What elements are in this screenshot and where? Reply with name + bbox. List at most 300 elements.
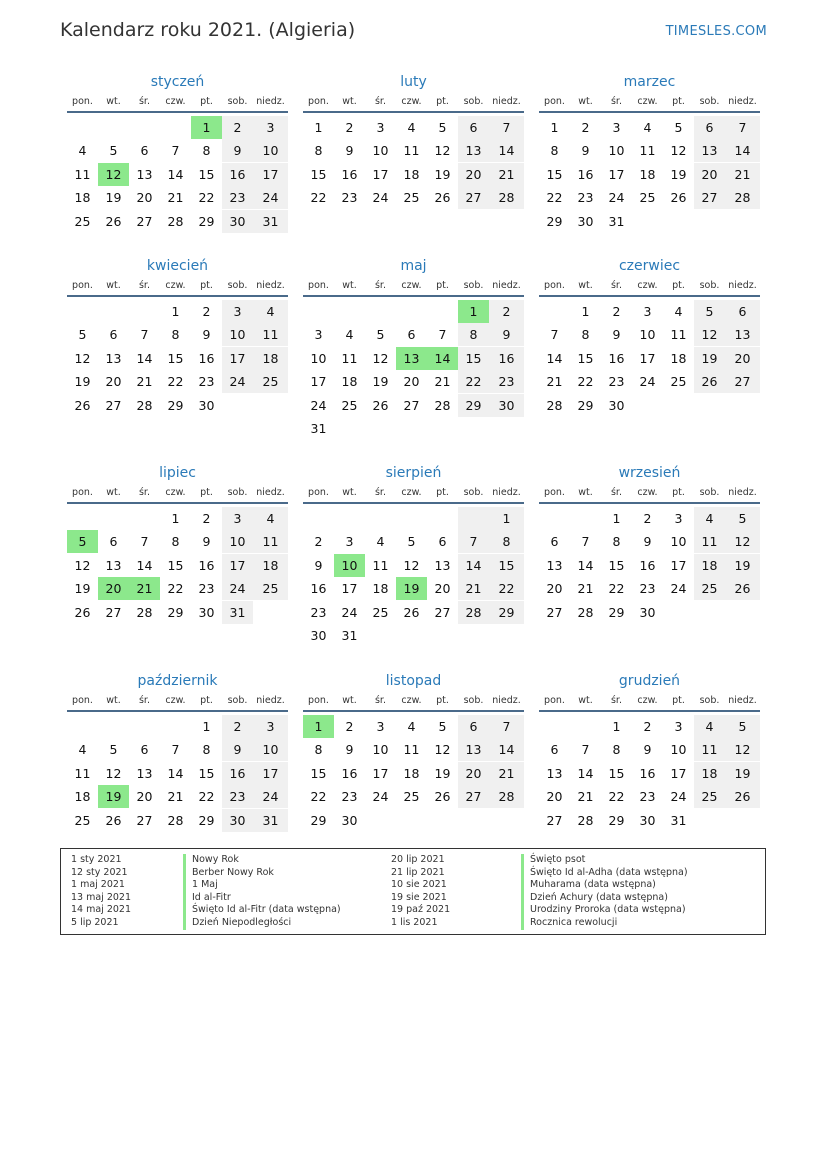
weekday-label: pt. [200,280,213,291]
day-cell: 30 [341,812,358,828]
holiday-day-cell: 1 [191,116,222,139]
month-block [303,670,524,832]
month-block [303,71,524,209]
day-cell: 7 [140,327,149,343]
day-cell: 4 [78,143,87,159]
day-cell: 27 [458,186,489,209]
day-cell: 7 [171,742,180,758]
weekday-label: sob. [227,96,248,107]
day-cell: 13 [725,323,760,346]
day-cell: 18 [253,554,288,577]
legend-holiday-name: Berber Nowy Rok [183,867,341,880]
legend-holiday-name: Święto psot [521,854,688,867]
month-block [539,670,760,832]
day-cell: 2 [202,511,211,526]
empty-day-cell [694,210,725,233]
day-cell: 5 [725,507,760,530]
day-cell: 1 [314,120,323,135]
day-cell: 9 [345,143,354,159]
day-cell: 1 [202,719,211,734]
day-cell: 19 [74,581,91,597]
day-cell: 21 [167,190,184,206]
day-cell: 9 [202,327,211,343]
day-cell: 9 [345,742,354,758]
weekday-label: niedz. [256,96,285,107]
day-cell: 10 [222,530,253,553]
week-row [539,507,760,530]
legend-date: 1 maj 2021 [71,879,125,891]
day-cell: 1 [581,304,590,319]
day-cell: 10 [222,323,253,346]
day-cell: 17 [222,347,253,370]
day-cell: 17 [670,557,687,573]
day-cell: 13 [105,350,122,366]
day-cell: 16 [639,765,656,781]
weekday-label: pt. [672,695,685,706]
day-cell: 13 [105,557,122,573]
day-cell: 8 [202,742,211,758]
week-row [67,577,288,600]
week-row [539,577,760,600]
empty-day-cell [725,601,760,624]
day-cell: 10 [670,534,687,550]
day-cell: 1 [612,511,621,526]
month-name: maj [400,258,427,274]
empty-day-cell [129,116,160,139]
month-name: grudzień [618,673,681,689]
empty-day-cell [489,417,524,440]
day-cell: 27 [105,397,122,413]
legend-date: 1 lis 2021 [391,916,438,928]
weekday-label: sob. [463,487,484,498]
day-cell: 15 [167,350,184,366]
empty-day-cell [67,507,98,530]
weekday-label: śr. [138,695,150,706]
day-cell: 29 [608,812,625,828]
day-cell: 9 [643,534,652,550]
empty-day-cell [98,715,129,738]
day-cell: 20 [136,190,153,206]
legend-dates-col-2 [391,854,450,930]
empty-day-cell [98,300,129,323]
day-cell: 12 [725,530,760,553]
day-cell: 4 [345,327,354,343]
weekday-label: niedz. [256,280,285,291]
day-cell: 27 [434,604,451,620]
weekday-label: pon. [72,96,93,107]
day-cell: 13 [546,557,563,573]
day-cell: 19 [74,374,91,390]
day-cell: 28 [489,785,524,808]
day-cell: 16 [489,347,524,370]
day-cell: 28 [167,213,184,229]
weekday-header [539,692,760,712]
month-block [303,462,524,647]
day-cell: 2 [643,511,652,526]
week-row [303,116,524,139]
day-cell: 5 [438,719,447,734]
weekday-label: sob. [699,487,720,498]
day-cell: 12 [694,323,725,346]
weekday-label: pon. [544,487,565,498]
week-row [67,139,288,162]
day-cell: 10 [253,738,288,761]
week-row [67,186,288,209]
month-name: październik [137,673,218,689]
day-cell: 19 [670,166,687,182]
week-row [303,186,524,209]
day-cell: 1 [550,120,559,135]
day-cell: 23 [310,604,327,620]
weekday-header [67,93,288,113]
day-cell: 22 [310,789,327,805]
day-cell: 5 [694,300,725,323]
day-cell: 23 [489,370,524,393]
empty-day-cell [396,624,427,647]
empty-day-cell [67,116,98,139]
week-row [539,785,760,808]
day-cell: 9 [489,323,524,346]
day-cell: 12 [74,350,91,366]
day-cell: 28 [725,186,760,209]
day-cell: 8 [202,143,211,159]
day-cell: 11 [694,738,725,761]
day-cell: 25 [403,789,420,805]
day-cell: 31 [253,210,288,233]
day-cell: 12 [74,557,91,573]
day-cell: 10 [253,139,288,162]
day-cell: 13 [136,166,153,182]
day-cell: 18 [341,374,358,390]
day-cell: 22 [577,374,594,390]
weekday-label: czw. [401,96,422,107]
empty-day-cell [427,417,458,440]
empty-day-cell [663,210,694,233]
day-cell: 3 [314,327,323,343]
weekday-label: pt. [672,487,685,498]
day-cell: 21 [577,789,594,805]
weekday-label: pon. [308,695,329,706]
day-cell: 3 [222,507,253,530]
day-cell: 14 [489,738,524,761]
day-cell: 2 [222,715,253,738]
day-cell: 29 [489,601,524,624]
day-cell: 16 [639,557,656,573]
weekday-label: pt. [436,96,449,107]
day-cell: 31 [253,809,288,832]
week-row [67,738,288,761]
site-link[interactable]: TIMESLES.COM [665,24,767,39]
day-cell: 16 [577,166,594,182]
day-cell: 17 [310,374,327,390]
day-cell: 25 [372,604,389,620]
empty-day-cell [570,507,601,530]
day-cell: 8 [612,534,621,550]
day-cell: 20 [136,789,153,805]
day-cell: 27 [725,370,760,393]
day-cell: 23 [577,190,594,206]
weekday-label: niedz. [728,695,757,706]
empty-day-cell [365,507,396,530]
day-cell: 29 [167,397,184,413]
day-cell: 28 [167,812,184,828]
empty-day-cell [396,809,427,832]
day-cell: 3 [376,719,385,734]
empty-day-cell [539,715,570,738]
day-cell: 9 [222,738,253,761]
day-cell: 26 [372,397,389,413]
day-cell: 29 [167,604,184,620]
week-row [67,507,288,530]
day-cell: 25 [253,577,288,600]
day-cell: 22 [608,789,625,805]
empty-day-cell [98,507,129,530]
empty-day-cell [253,601,288,624]
legend-date: 19 paź 2021 [391,904,451,916]
day-cell: 23 [341,190,358,206]
day-cell: 9 [314,557,323,573]
day-cell: 6 [458,116,489,139]
day-cell: 25 [253,370,288,393]
day-cell: 27 [694,186,725,209]
day-cell: 29 [458,394,489,417]
weekday-label: sob. [227,280,248,291]
day-cell: 11 [670,327,687,343]
day-cell: 14 [489,139,524,162]
day-cell: 13 [458,139,489,162]
weekday-label: pt. [436,280,449,291]
legend-date: 5 lip 2021 [71,916,119,928]
weekday-label: niedz. [492,280,521,291]
day-cell: 18 [694,554,725,577]
day-cell: 17 [670,765,687,781]
weekday-label: pt. [436,695,449,706]
day-cell: 10 [639,327,656,343]
week-row [303,554,524,577]
day-cell: 14 [577,765,594,781]
day-cell: 6 [140,742,149,758]
day-cell: 12 [434,742,451,758]
week-row [539,323,760,346]
day-cell: 26 [725,577,760,600]
empty-day-cell [334,417,365,440]
day-cell: 20 [725,347,760,370]
month-name: styczeń [150,74,205,90]
weekday-label: czw. [401,695,422,706]
empty-day-cell [396,417,427,440]
day-cell: 20 [546,581,563,597]
weekday-label: pon. [72,280,93,291]
day-cell: 1 [612,719,621,734]
day-cell: 28 [136,397,153,413]
day-cell: 24 [253,785,288,808]
day-cell: 28 [577,604,594,620]
day-cell: 3 [643,304,652,319]
day-cell: 11 [74,765,91,781]
day-cell: 8 [550,143,559,159]
day-cell: 19 [694,347,725,370]
holiday-day-cell: 1 [458,300,489,323]
day-cell: 18 [74,789,91,805]
weekday-label: wt. [342,280,357,291]
day-cell: 26 [434,190,451,206]
empty-day-cell [725,210,760,233]
weekday-label: sob. [463,96,484,107]
weekday-label: śr. [138,96,150,107]
day-cell: 30 [310,627,327,643]
day-cell: 22 [458,370,489,393]
legend-holiday-name: Święto Id al-Adha (data wstępna) [521,867,688,880]
day-cell: 4 [78,742,87,758]
day-cell: 5 [109,143,118,159]
day-cell: 27 [136,812,153,828]
weekday-header [303,93,524,113]
day-cell: 19 [725,554,760,577]
empty-day-cell [632,394,663,417]
weekday-label: sob. [227,487,248,498]
day-cell: 15 [167,557,184,573]
empty-day-cell [129,715,160,738]
day-cell: 24 [253,186,288,209]
day-cell: 10 [670,742,687,758]
day-cell: 14 [458,554,489,577]
holiday-day-cell: 14 [427,347,458,370]
empty-day-cell [129,507,160,530]
empty-day-cell [396,300,427,323]
weekday-label: czw. [637,96,658,107]
day-cell: 20 [694,163,725,186]
week-row [303,300,524,323]
legend-date: 20 lip 2021 [391,854,445,865]
weekday-label: pon. [544,280,565,291]
week-row [303,738,524,761]
week-row [539,116,760,139]
day-cell: 15 [310,765,327,781]
day-cell: 18 [253,347,288,370]
weekday-label: sob. [699,280,720,291]
day-cell: 24 [372,789,389,805]
day-cell: 30 [608,397,625,413]
day-cell: 2 [581,120,590,135]
day-cell: 17 [608,166,625,182]
day-cell: 21 [167,789,184,805]
day-cell: 27 [105,604,122,620]
holiday-day-cell: 12 [98,163,129,186]
week-row [67,394,288,417]
legend-date: 19 sie 2021 [391,891,447,903]
weekday-label: czw. [165,695,186,706]
weekday-header [303,484,524,504]
day-cell: 25 [639,190,656,206]
weekday-label: pt. [436,487,449,498]
week-row [303,163,524,186]
day-cell: 17 [639,350,656,366]
day-cell: 23 [608,374,625,390]
day-cell: 8 [581,327,590,343]
empty-day-cell [427,809,458,832]
empty-day-cell [694,809,725,832]
weekday-label: pt. [672,96,685,107]
weekday-header [67,484,288,504]
weekday-label: niedz. [728,96,757,107]
legend-date: 1 sty 2021 [71,854,122,865]
weekday-label: pon. [544,695,565,706]
weekday-label: czw. [165,96,186,107]
day-cell: 21 [434,374,451,390]
weekday-label: pon. [72,487,93,498]
day-cell: 20 [458,762,489,785]
month-block [539,255,760,417]
empty-day-cell [365,809,396,832]
empty-day-cell [539,507,570,530]
holiday-day-cell: 10 [334,554,365,577]
day-cell: 31 [670,812,687,828]
day-cell: 9 [643,742,652,758]
empty-day-cell [458,624,489,647]
day-cell: 14 [577,557,594,573]
day-cell: 27 [403,397,420,413]
month-name: listopad [385,673,442,689]
day-cell: 12 [105,765,122,781]
holiday-day-cell: 19 [98,785,129,808]
legend-holiday-name: Rocznica rewolucji [521,917,688,930]
week-row [303,394,524,417]
day-cell: 23 [198,374,215,390]
day-cell: 19 [105,190,122,206]
day-cell: 17 [253,762,288,785]
day-cell: 20 [546,789,563,805]
empty-day-cell [334,300,365,323]
day-cell: 18 [403,166,420,182]
holiday-day-cell: 19 [396,577,427,600]
day-cell: 24 [670,789,687,805]
weekday-label: śr. [610,96,622,107]
day-cell: 15 [458,347,489,370]
weekday-label: śr. [138,487,150,498]
day-cell: 17 [253,163,288,186]
day-cell: 14 [167,166,184,182]
day-cell: 27 [458,785,489,808]
day-cell: 3 [674,719,683,734]
holiday-legend [60,848,766,935]
week-row [67,210,288,233]
day-cell: 25 [694,785,725,808]
day-cell: 31 [341,627,358,643]
day-cell: 13 [136,765,153,781]
weekday-label: śr. [374,280,386,291]
day-cell: 15 [310,166,327,182]
day-cell: 3 [612,120,621,135]
day-cell: 18 [372,581,389,597]
week-row [539,370,760,393]
day-cell: 9 [581,143,590,159]
empty-day-cell [334,507,365,530]
holiday-day-cell: 13 [396,347,427,370]
day-cell: 30 [489,394,524,417]
day-cell: 16 [198,350,215,366]
day-cell: 22 [608,581,625,597]
empty-day-cell [458,417,489,440]
day-cell: 1 [489,507,524,530]
weekday-label: wt. [578,487,593,498]
day-cell: 30 [198,604,215,620]
empty-day-cell [427,300,458,323]
day-cell: 2 [643,719,652,734]
legend-names-col-2 [521,854,688,930]
weekday-label: niedz. [256,487,285,498]
day-cell: 6 [694,116,725,139]
day-cell: 14 [725,139,760,162]
